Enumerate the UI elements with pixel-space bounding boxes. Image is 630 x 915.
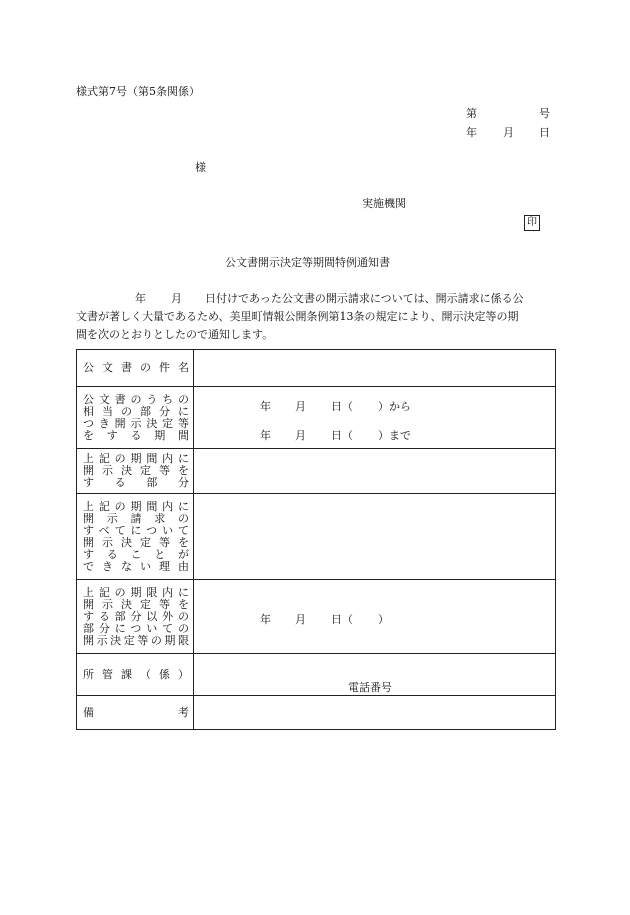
value-department[interactable] <box>194 654 556 696</box>
row-decision-period <box>77 387 556 449</box>
value-decision-period[interactable]: 年 月 日（ ）から 年 月 日（ ）まで <box>194 387 556 449</box>
phone-number-label: 電話番号 <box>348 681 392 694</box>
document-number-dai: 第 <box>466 107 477 120</box>
intro-line-1 <box>76 290 556 308</box>
document-date-day: 日 <box>539 126 550 139</box>
row-partial-decision <box>77 449 556 494</box>
row-document-name <box>77 350 556 387</box>
label-partial-decision: 上記の期間内に 開示決定等を する部分 <box>77 449 194 494</box>
notice-form-table <box>76 349 556 730</box>
document-date-month: 月 <box>503 126 514 139</box>
seal-mark: 印 <box>524 215 540 231</box>
value-remaining-deadline[interactable]: 年 月 日（ ） <box>194 580 556 654</box>
value-reason[interactable] <box>194 494 556 580</box>
label-document-name: 公文書の件名 <box>77 350 194 387</box>
row-reason <box>77 494 556 580</box>
document-number-go: 号 <box>539 107 550 120</box>
label-remaining-deadline: 上記の期限内に 開示決定等を する部分以外の 部分についての 開示決定等の期限 <box>77 580 194 654</box>
intro-paragraph <box>76 290 556 344</box>
recipient-suffix: 様 <box>195 161 206 174</box>
intro-line-2: 文書が著しく大量であるため、美里町情報公開条例第13条の規定により、開示決定等の期 <box>76 310 519 323</box>
label-remarks: 備考 <box>77 696 194 730</box>
issuer-label: 実施機関 <box>362 197 406 210</box>
intro-rest: 日付けであった公文書の開示請求については、開示請求に係る公 <box>205 292 524 305</box>
label-department: 所管課（係） <box>77 654 194 696</box>
row-remaining-deadline <box>77 580 556 654</box>
row-department <box>77 654 556 696</box>
document-title: 公文書開示決定等期間特例通知書 <box>225 256 390 269</box>
form-number: 様式第7号（第5条関係） <box>76 85 200 98</box>
intro-month: 月 <box>171 292 182 305</box>
label-decision-period: 公文書のうちの 相当の部分に つき開示決定等 をする期間 <box>77 387 194 449</box>
value-document-name[interactable] <box>194 350 556 387</box>
row-remarks <box>77 696 556 730</box>
value-partial-decision[interactable] <box>194 449 556 494</box>
intro-line-3: 間を次のとおりとしたので通知します。 <box>76 328 274 341</box>
value-remarks[interactable] <box>194 696 556 730</box>
document-date-year: 年 <box>466 126 477 139</box>
label-reason: 上記の期間内に 開示請求の すべてについて 開示決定等を することが できない理由 <box>77 494 194 580</box>
intro-year: 年 <box>135 292 146 305</box>
